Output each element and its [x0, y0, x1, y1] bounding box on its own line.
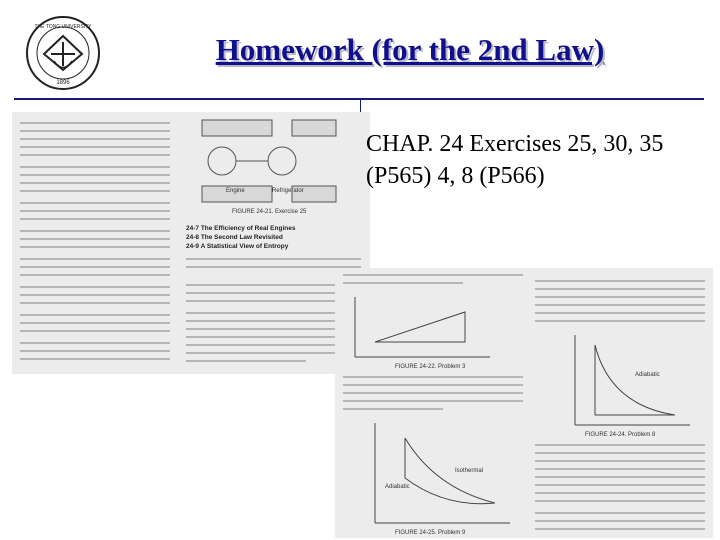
assignment-text [366, 128, 666, 192]
exercise-list: Exercises 25, 30, 35 (P565) 4, 8 (P566) [366, 131, 664, 189]
title-vertical-rule [360, 98, 361, 112]
pv-diagram-problem8 [565, 330, 695, 430]
pv-diagram-problem3 [345, 292, 495, 362]
svg-text:1896: 1896 [56, 80, 70, 86]
figure-caption: FIGURE 24-21. Exercise 25 [232, 209, 307, 215]
page-title: Homework (for the 2nd Law) [215, 32, 605, 67]
university-seal-logo [24, 14, 102, 92]
pv-diagram-problem9 [365, 418, 515, 528]
textbook-scan-left: Engine Refrigerator FIGURE 24-21. Exercise 25 24-7 The Efficiency of Real Engines 24-8 The Second Law Revisited 24-9 A Statistical View of Entropy [12, 112, 370, 374]
engine-refrigerator-diagram [182, 116, 362, 211]
textbook-scan-right: FIGURE 24-22. Problem 3 Isothermal Adiabatic FIGURE 24-25. Problem 9 Adiabatic FIGURE 24-24. Problem 8 [335, 268, 713, 538]
title-underline-rule [14, 98, 704, 100]
chapter-label: CHAP. 24 [366, 131, 464, 157]
svg-text:THE TONG UNIVERSITY: THE TONG UNIVERSITY [34, 24, 92, 30]
